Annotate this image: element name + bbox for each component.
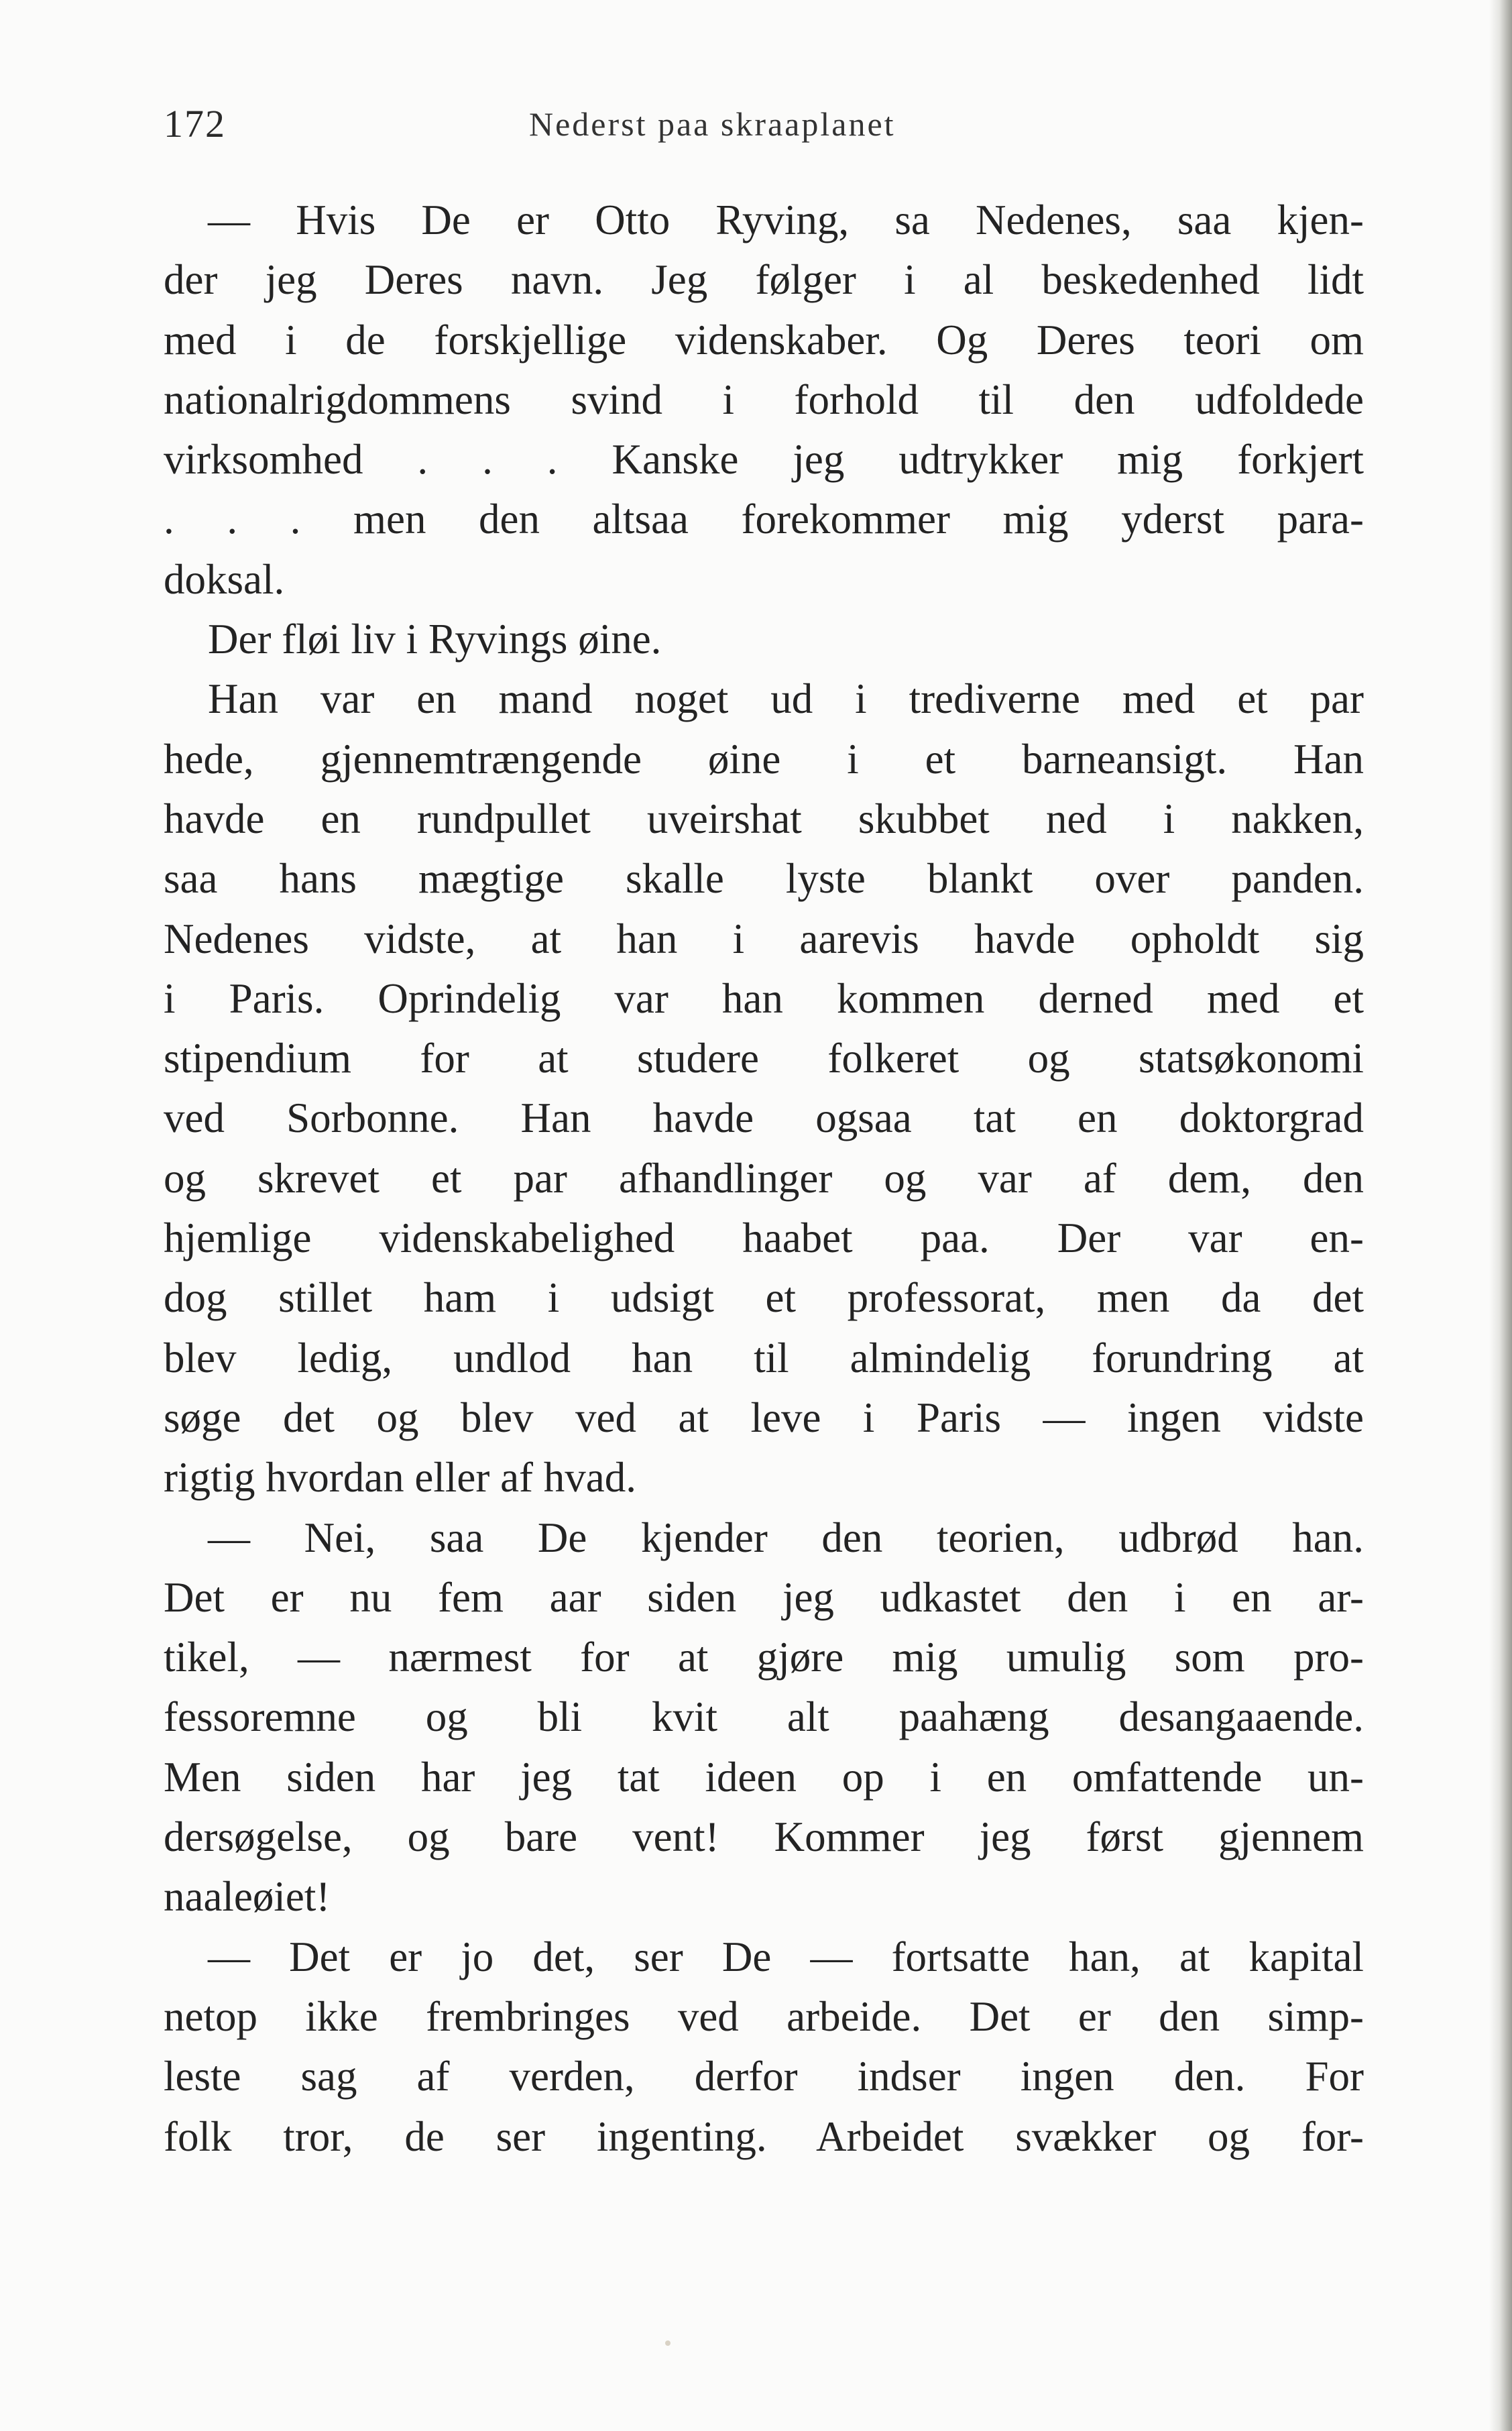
text-line: i Paris. Oprindelig var han kommen derned med et [164, 974, 1364, 1022]
text-line: Han var en mand noget ud i trediverne med et par [208, 675, 1364, 723]
text-line: dog stillet ham i udsigt et professorat, men da det [164, 1274, 1364, 1322]
page-header [164, 101, 1364, 148]
text-line: saa hans mægtige skalle lyste blankt over panden. [164, 855, 1364, 903]
text-line: hjemlige videnskabelighed haabet paa. Der var en- [164, 1214, 1364, 1262]
text-line: tikel, — nærmest for at gjøre mig umulig som pro- [164, 1634, 1364, 1681]
text-line: naaleøiet! [164, 1873, 331, 1921]
text-line: og skrevet et par afhandlinger og var af dem, den [164, 1154, 1364, 1202]
text-line: stipendium for at studere folkeret og statsøkonomi [164, 1035, 1364, 1082]
body-text [164, 190, 1364, 2167]
text-line: Det er nu fem aar siden jeg udkastet den i en ar- [164, 1573, 1364, 1621]
text-line: blev ledig, undlod han til almindelig forundring at [164, 1334, 1364, 1381]
text-line: . . . men den altsaa forekommer mig yderst para- [164, 496, 1364, 543]
paper-speck [665, 2340, 671, 2346]
text-line: doksal. [164, 555, 285, 603]
text-line: med i de forskjellige videnskaber. Og Deres teori om [164, 316, 1364, 363]
text-line: der jeg Deres navn. Jeg følger i al beskedenhed lidt [164, 256, 1364, 304]
text-line: ved Sorbonne. Han havde ogsaa tat en doktorgrad [164, 1094, 1364, 1142]
text-line: havde en rundpullet uveirshat skubbet ned i nakken, [164, 795, 1364, 842]
page-number: 172 [164, 102, 226, 146]
text-line: nationalrigdommens svind i forhold til den udfoldede [164, 376, 1364, 423]
text-line: leste sag af verden, derfor indser ingen den. For [164, 2053, 1364, 2100]
text-line: folk tror, de ser ingenting. Arbeidet svækker og for- [164, 2112, 1364, 2160]
text-line: fessoremne og bli kvit alt paahæng desangaaende. [164, 1693, 1364, 1741]
text-line: netop ikke frembringes ved arbeide. Det er den simp- [164, 1992, 1364, 2040]
text-line: rigtig hvordan eller af hvad. [164, 1454, 636, 1502]
text-line: søge det og blev ved at leve i Paris — ingen vidste [164, 1394, 1364, 1441]
text-line: Nedenes vidste, at han i aarevis havde opholdt sig [164, 915, 1364, 962]
text-line: Der fløi liv i Ryvings øine. [208, 616, 662, 663]
text-line: Men siden har jeg tat ideen op i en omfattende un- [164, 1753, 1364, 1801]
text-line: hede, gjennemtrængende øine i et barneansigt. Han [164, 735, 1364, 783]
page-edge-shadow [1489, 0, 1512, 2431]
text-line: — Hvis De er Otto Ryving, sa Nedenes, saa kjen- [208, 196, 1364, 243]
text-line: — Det er jo det, ser De — fortsatte han, at kapital [208, 1933, 1364, 1980]
text-line: virksomhed . . . Kanske jeg udtrykker mig forkjert [164, 436, 1364, 484]
text-line: — Nei, saa De kjender den teorien, udbrød han. [208, 1514, 1364, 1561]
text-line: dersøgelse, og bare vent! Kommer jeg først gjennem [164, 1813, 1364, 1861]
running-title: Nederst paa skraaplanet [529, 105, 896, 143]
